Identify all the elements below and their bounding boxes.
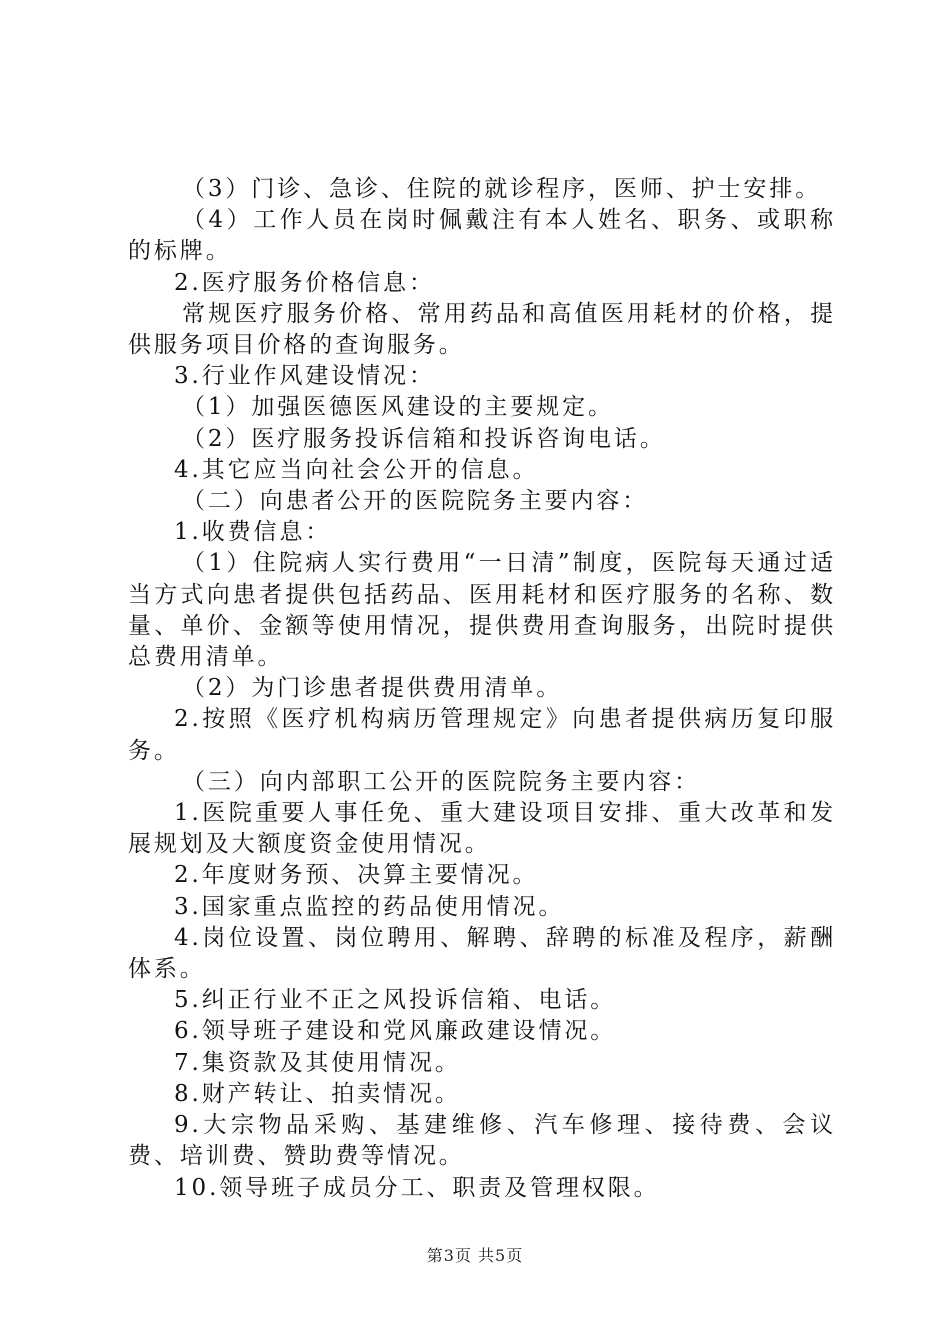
paragraph: （1）加强医德医风建设的主要规定。	[182, 394, 614, 421]
paragraph: 8.财产转让、拍卖情况。	[174, 1080, 461, 1107]
section-heading: （二）向患者公开的医院院务主要内容：	[182, 488, 649, 515]
paragraph: （1）住院病人实行费用“一日清”制度，医院每天通过适当方式向患者提供包括药品、医用耗材和医疗服务的名称、数量、单价、金额等使用情况，提供费用查询服务，出院时提供总费用清单。	[128, 550, 836, 671]
section-heading: 2.医疗服务价格信息：	[174, 269, 435, 296]
section-heading: 3.行业作风建设情况：	[174, 363, 435, 390]
paragraph: 1.医院重要人事任免、重大建设项目安排、重大改革和发展规划及大额度资金使用情况。	[128, 800, 836, 858]
document-body	[128, 174, 836, 1204]
paragraph: （4）工作人员在岗时佩戴注有本人姓名、职务、或职称的标牌。	[128, 207, 836, 265]
page-number-footer: 第3页 共5页	[426, 1246, 524, 1265]
paragraph: 3.国家重点监控的药品使用情况。	[174, 893, 565, 920]
paragraph: 10.领导班子成员分工、职责及管理权限。	[174, 1174, 660, 1201]
paragraph: 7.集资款及其使用情况。	[174, 1049, 461, 1076]
paragraph: 常规医疗服务价格、常用药品和高值医用耗材的价格，提供服务项目价格的查询服务。	[128, 300, 836, 359]
paragraph: 2.按照《医疗机构病历管理规定》向患者提供病历复印服务。	[128, 706, 836, 764]
paragraph: 4.岗位设置、岗位聘用、解聘、辞聘的标准及程序，薪酬体系。	[128, 924, 836, 983]
paragraph: （2）医疗服务投诉信箱和投诉咨询电话。	[182, 425, 666, 452]
section-heading: （三）向内部职工公开的医院院务主要内容：	[182, 768, 700, 795]
section-heading: 4.其它应当向社会公开的信息。	[174, 456, 539, 483]
paragraph: 9.大宗物品采购、基建维修、汽车修理、接待费、会议费、培训费、赞助费等情况。	[128, 1112, 836, 1170]
section-heading: 1.收费信息：	[174, 519, 332, 546]
paragraph: 5.纠正行业不正之风投诉信箱、电话。	[174, 987, 617, 1014]
paragraph: （2）为门诊患者提供费用清单。	[182, 675, 563, 702]
paragraph: 6.领导班子建设和党风廉政建设情况。	[174, 1018, 617, 1045]
paragraph: 2.年度财务预、决算主要情况。	[174, 862, 539, 889]
paragraph: （3）门诊、急诊、住院的就诊程序，医师、护士安排。	[182, 176, 822, 202]
